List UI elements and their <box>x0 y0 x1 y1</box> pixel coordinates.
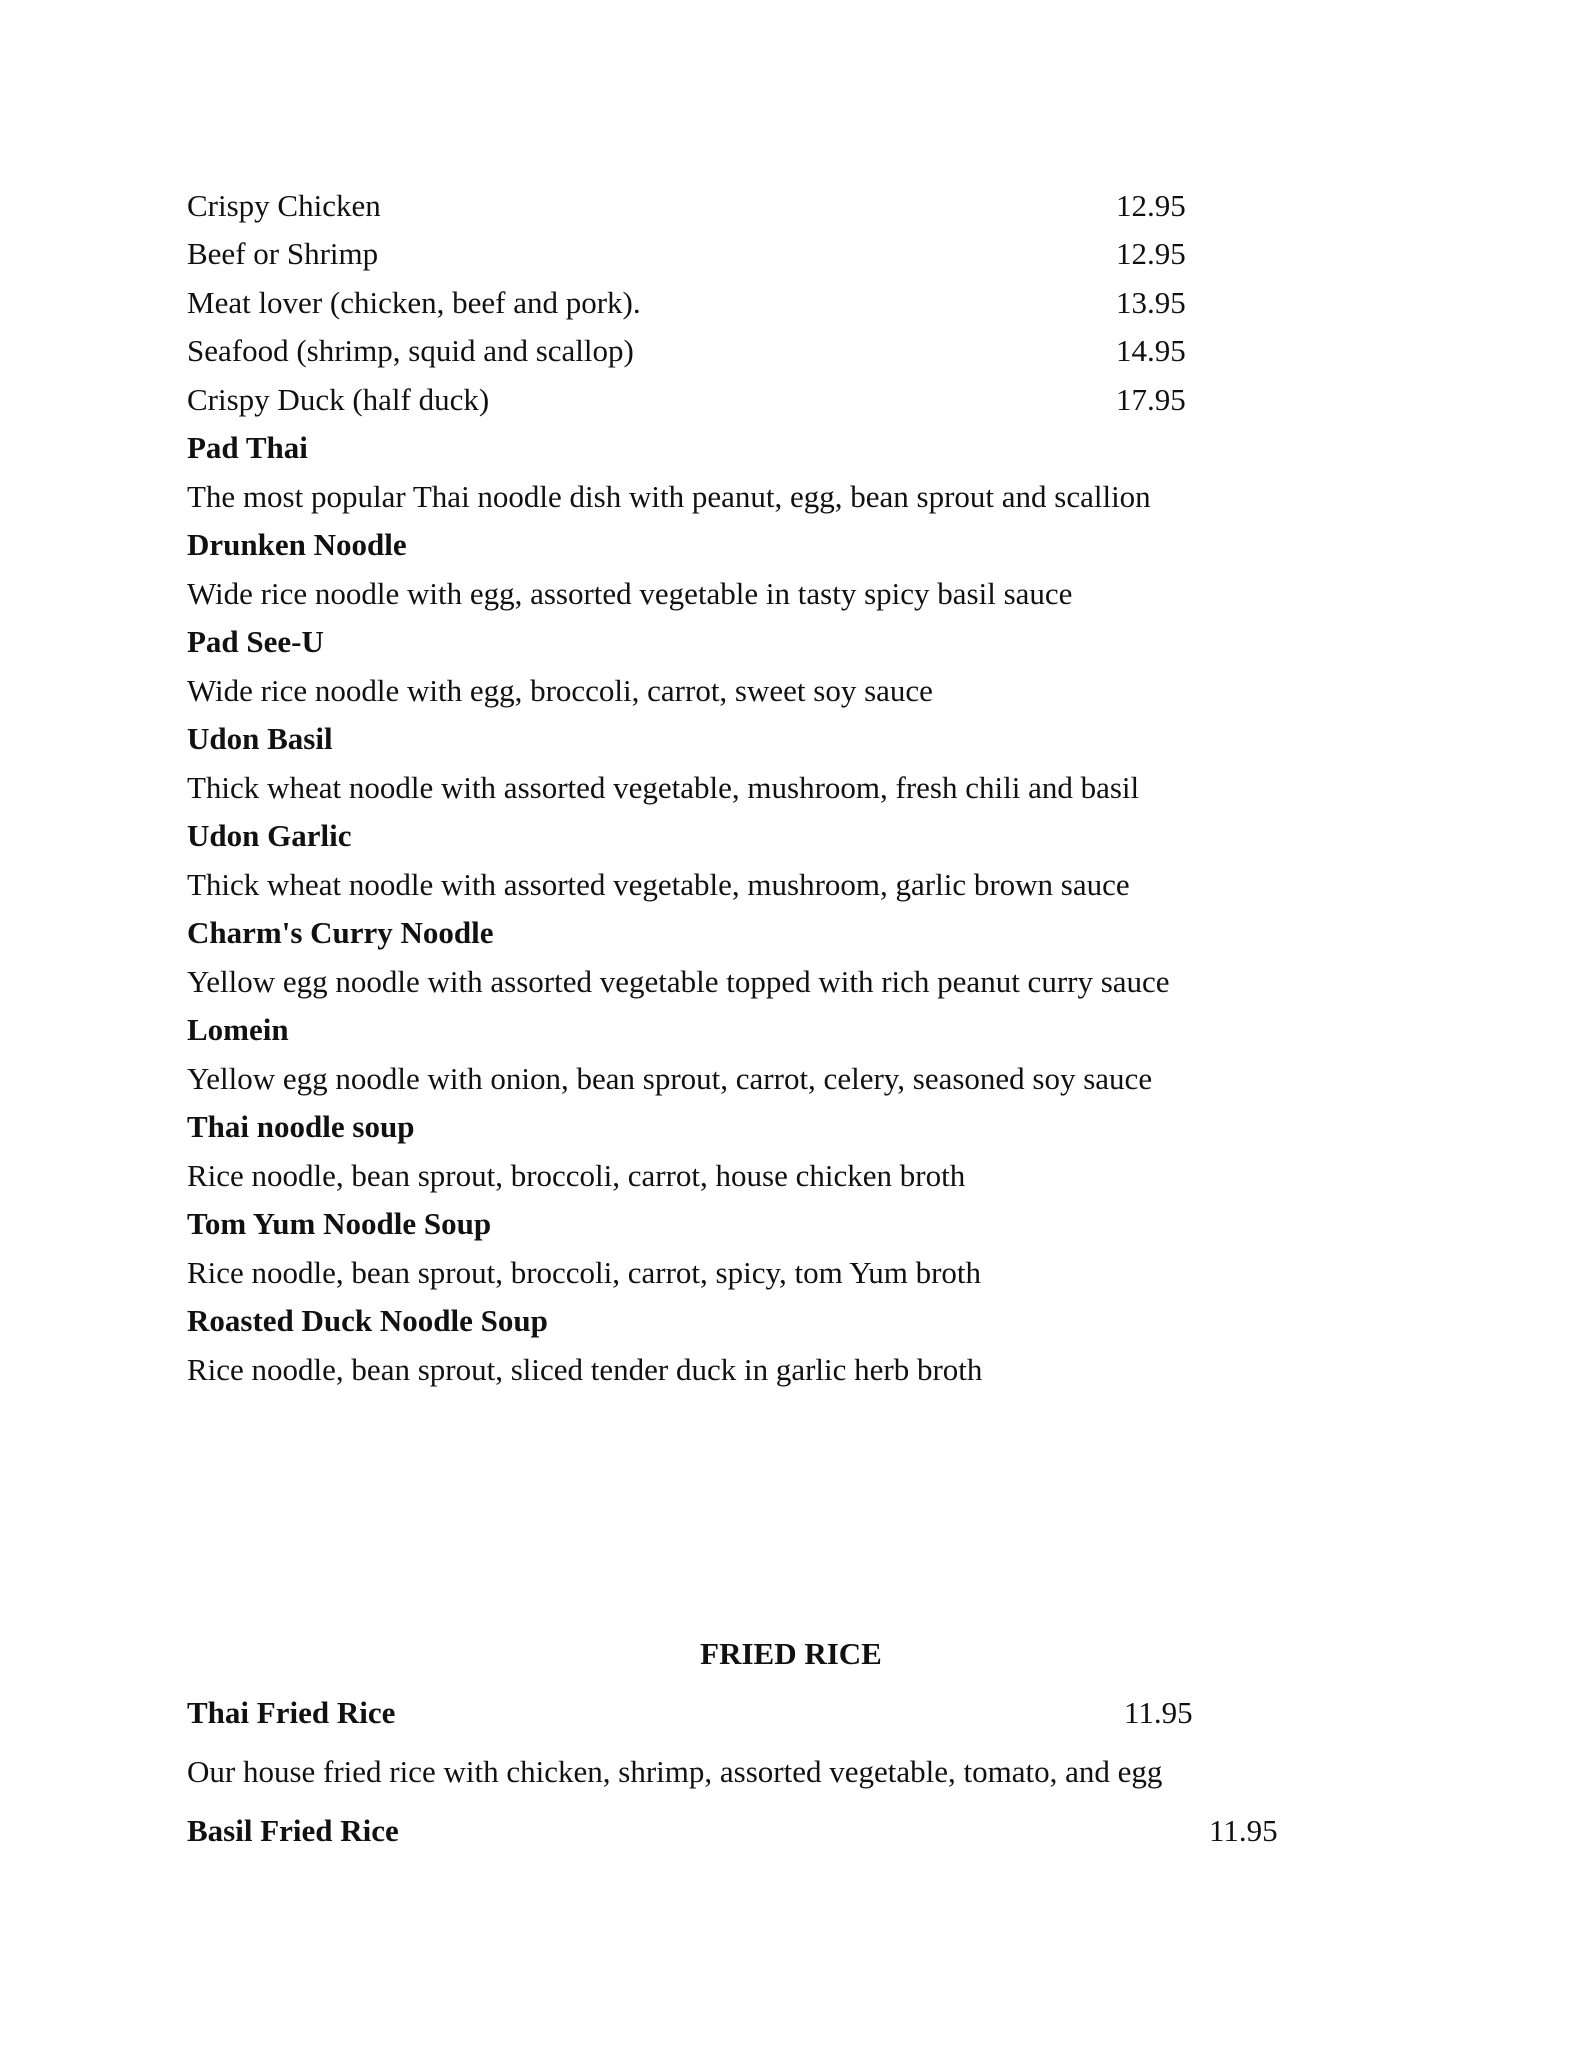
dish-price: 11.95 <box>1124 1695 1193 1730</box>
dish-name: Drunken Noodle <box>187 527 407 562</box>
dish-name: Udon Garlic <box>187 818 352 853</box>
dish-name: Pad Thai <box>187 430 308 465</box>
menu-item-price: 13.95 <box>1116 285 1186 320</box>
dish-description: Wide rice noodle with egg, assorted vegetable in tasty spicy basil sauce <box>187 576 1073 611</box>
dish-name: Thai Fried Rice <box>187 1695 396 1730</box>
menu-item-price: 14.95 <box>1116 333 1186 368</box>
menu-item-name: Meat lover (chicken, beef and pork). <box>187 285 641 320</box>
dish-name: Lomein <box>187 1012 289 1047</box>
dish-name: Thai noodle soup <box>187 1109 415 1144</box>
dish-description: Wide rice noodle with egg, broccoli, carrot, sweet soy sauce <box>187 673 933 708</box>
dish-description: Yellow egg noodle with assorted vegetable topped with rich peanut curry sauce <box>187 964 1170 999</box>
menu-item-price: 17.95 <box>1116 382 1186 417</box>
menu-item-name: Crispy Chicken <box>187 188 381 223</box>
dish-description: Thick wheat noodle with assorted vegetable, mushroom, fresh chili and basil <box>187 770 1140 805</box>
dish-description: Yellow egg noodle with onion, bean sprout, carrot, celery, seasoned soy sauce <box>187 1061 1153 1096</box>
section-title-fried-rice: FRIED RICE <box>700 1636 882 1671</box>
dish-name: Basil Fried Rice <box>187 1813 399 1848</box>
menu-item-name: Seafood (shrimp, squid and scallop) <box>187 333 634 368</box>
dish-description: Rice noodle, bean sprout, broccoli, carrot, spicy, tom Yum broth <box>187 1255 982 1290</box>
dish-description: The most popular Thai noodle dish with peanut, egg, bean sprout and scallion <box>187 479 1151 514</box>
dish-description: Rice noodle, bean sprout, sliced tender duck in garlic herb broth <box>187 1352 983 1387</box>
dish-name: Charm's Curry Noodle <box>187 915 494 950</box>
menu-item-price: 12.95 <box>1116 188 1186 223</box>
dish-description: Our house fried rice with chicken, shrimp, assorted vegetable, tomato, and egg <box>187 1754 1163 1789</box>
dish-price: 11.95 <box>1209 1813 1278 1848</box>
dish-name: Udon Basil <box>187 721 333 756</box>
dish-name: Tom Yum Noodle Soup <box>187 1206 492 1241</box>
menu-item-price: 12.95 <box>1116 236 1186 271</box>
menu-item-name: Beef or Shrimp <box>187 236 379 271</box>
dish-description: Thick wheat noodle with assorted vegetable, mushroom, garlic brown sauce <box>187 867 1130 902</box>
menu-item-name: Crispy Duck (half duck) <box>187 382 490 417</box>
dish-description: Rice noodle, bean sprout, broccoli, carrot, house chicken broth <box>187 1158 966 1193</box>
dish-name: Pad See-U <box>187 624 324 659</box>
dish-name: Roasted Duck Noodle Soup <box>187 1303 548 1338</box>
